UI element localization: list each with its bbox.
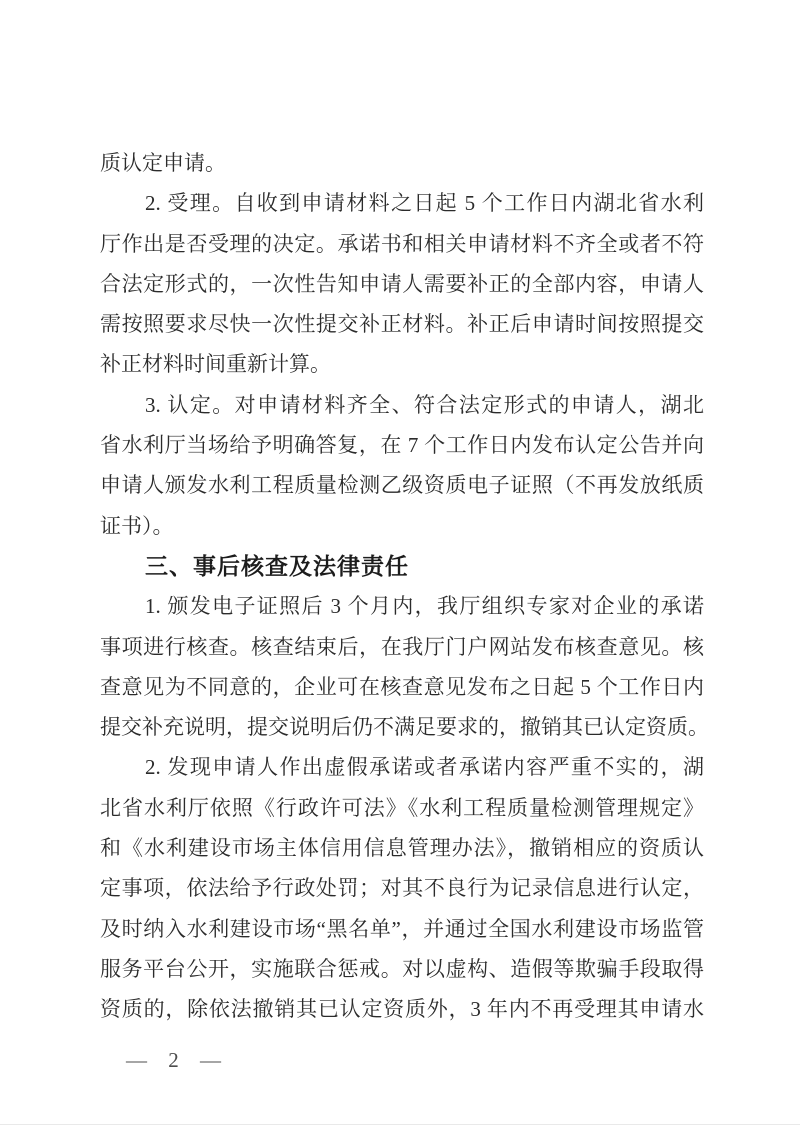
text-line: 及时纳入水利建设市场“黑名单”，并通过全国水利建设市场监管 bbox=[100, 916, 704, 941]
text-line: 省水利厅当场给予明确答复，在 7 个工作日内发布认定公告并向 bbox=[100, 433, 704, 458]
text-line: 和《水利建设市场主体信用信息管理办法》，撤销相应的资质认 bbox=[100, 836, 704, 861]
text-line: 提交补充说明，提交说明后仍不满足要求的，撤销其已认定资质。 bbox=[100, 715, 709, 740]
text-line: 质认定申请。 bbox=[100, 151, 226, 175]
text-line: 申请人颁发水利工程质量检测乙级资质电子证照（不再发放纸质 bbox=[100, 473, 704, 498]
text-line: 1. 颁发电子证照后 3 个月内，我厅组织专家对企业的承诺 bbox=[145, 594, 704, 619]
text-line: 北省水利厅依照《行政许可法》《水利工程质量检测管理规定》 bbox=[100, 795, 704, 820]
text-line: 资质的，除依法撤销其已认定资质外，3 年内不再受理其申请水 bbox=[100, 997, 704, 1022]
text-line: 证书）。 bbox=[100, 513, 174, 538]
text-line: 厅作出是否受理的决定。承诺书和相关申请材料不齐全或者不符 bbox=[100, 231, 704, 256]
text-line: 合法定形式的，一次性告知申请人需要补正的全部内容，申请人 bbox=[100, 271, 704, 296]
document-body bbox=[100, 143, 709, 1030]
page-bottom-edge bbox=[0, 1124, 800, 1125]
text-line: 2. 发现申请人作出虚假承诺或者承诺内容严重不实的，湖 bbox=[145, 755, 704, 780]
text-line: 事项进行核查。核查结束后，在我厅门户网站发布核查意见。核 bbox=[100, 634, 704, 659]
text-line: 补正材料时间重新计算。 bbox=[100, 352, 331, 377]
text-line: 3. 认定。对申请材料齐全、符合法定形式的申请人，湖北 bbox=[145, 392, 704, 417]
section-heading: 三、事后核查及法律责任 bbox=[145, 552, 409, 579]
text-line: 服务平台公开，实施联合惩戒。对以虚构、造假等欺骗手段取得 bbox=[100, 956, 704, 981]
page-number: — 2 — bbox=[126, 1048, 226, 1072]
text-line: 2. 受理。自收到申请材料之日起 5 个工作日内湖北省水利 bbox=[145, 191, 704, 216]
text-line: 查意见为不同意的，企业可在核查意见发布之日起 5 个工作日内 bbox=[100, 674, 704, 699]
text-line: 需按照要求尽快一次性提交补正材料。补正后申请时间按照提交 bbox=[100, 312, 704, 337]
text-line: 定事项，依法给予行政处罚；对其不良行为记录信息进行认定， bbox=[100, 876, 704, 901]
